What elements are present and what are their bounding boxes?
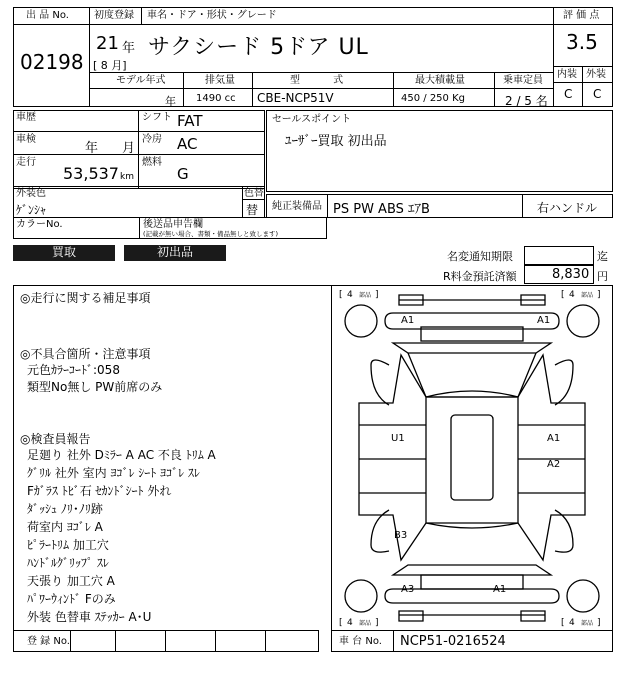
svg-text:[: [: [561, 618, 565, 628]
lot-number-label: 出 品 No.: [26, 10, 69, 21]
fuel-value: G: [177, 165, 189, 183]
capacity: 2 / 5 名: [505, 94, 548, 108]
remarks-inspector-line: 天張り 加工穴 A: [27, 574, 115, 588]
svg-text:[: [: [561, 290, 565, 300]
sales-point-label: セールスポイント: [272, 114, 352, 125]
remarks-inspector-heading: ◎検査員報告: [20, 432, 91, 446]
tire-tr-unit: 部品: [581, 292, 594, 299]
car-name: サクシード 5ドア UL: [148, 35, 369, 60]
remarks-defect-line: 元色ｶﾗｰｺｰﾄﾞ:058: [27, 363, 120, 377]
tire-br-unit: 部品: [581, 620, 594, 627]
grade-score: 3.5: [566, 30, 598, 54]
transfer-deadline-unit: 迄: [597, 250, 608, 263]
exterior-label: 外装: [586, 69, 606, 80]
remarks-inspector-line: ﾊﾝﾄﾞﾙｸﾞﾘｯﾌﾟ ｽﾚ: [27, 556, 109, 570]
remarks-mileage-heading: ◎走行に関する補足事項: [20, 291, 151, 305]
mark-left-door: U1: [391, 433, 405, 444]
mark-right-door-front: A1: [547, 433, 561, 444]
tire-tl-label: [: [339, 290, 343, 300]
remarks-defects-heading: ◎不具合箇所・注意事項: [20, 347, 151, 361]
mark-rear-bumper-left: A3: [401, 584, 415, 595]
mark-left-rear-fender: B3: [394, 530, 408, 541]
mark-front-bumper-right: A1: [537, 315, 551, 326]
remarks-defect-line: 類型No無し PW前席のみ: [27, 380, 163, 394]
recycle-fee-unit: 円: [597, 270, 608, 283]
svg-text:]: ]: [375, 290, 379, 300]
svg-text:[: [: [339, 618, 343, 628]
badge-first-listing: 初出品: [124, 245, 226, 261]
max-load-label: 最大積載量: [415, 75, 465, 86]
model-year-label: モデル年式: [116, 75, 166, 86]
inspection-year: 年: [85, 141, 99, 156]
post-sale-label: 後送品申告欄: [143, 219, 203, 230]
svg-text:]: ]: [597, 618, 601, 628]
registration-month: [ 8 月]: [93, 59, 127, 72]
tire-tl-count: 4: [347, 290, 353, 300]
recycle-fee-label: R料金預託済額: [443, 270, 517, 283]
shift-label: シフト: [142, 112, 172, 123]
mark-right-door-rear: A2: [547, 459, 561, 470]
info-left: [13, 110, 265, 189]
interior-grade: C: [564, 87, 573, 101]
tire-tr-count: 4: [569, 290, 575, 300]
remarks-inspector-line: 荷室内 ﾖｺﾞﾚ A: [27, 520, 103, 534]
ext-color-label: 外装色: [16, 188, 46, 199]
fuel-label: 燃料: [142, 157, 162, 168]
tire-br-count: 4: [569, 618, 575, 628]
remarks-inspector-line: ﾊﾟﾜｰｳｨﾝﾄﾞ Fのみ: [27, 592, 116, 606]
grade-label: 評 価 点: [563, 10, 600, 21]
repaint-label: 色替: [244, 188, 264, 199]
inspection-month: 月: [122, 141, 136, 156]
inspection-label: 車検: [16, 134, 36, 145]
history-label: 車歴: [16, 112, 36, 123]
grade-box: [553, 7, 613, 107]
remarks-inspector-line: ﾋﾟﾗｰﾄﾘﾑ 加工穴: [27, 538, 109, 552]
first-registration-label: 初度登録: [94, 10, 134, 21]
tire-bl-count: 4: [347, 618, 353, 628]
shift-value: FAT: [177, 112, 203, 130]
registration-number-label: 登 録 No.: [27, 636, 70, 647]
recycle-fee-value: 8,830: [552, 267, 590, 282]
post-sale-note: (記載が無い場合、書類・備品無しと致します): [143, 230, 279, 238]
sales-point: ﾕｰｻﾞｰ買取 初出品: [285, 134, 387, 149]
car-name-label: 車名・ドア・形状・グレード: [147, 10, 277, 21]
chassis-number-label: 車 台 No.: [339, 636, 382, 647]
capacity-label: 乗車定員: [503, 75, 543, 86]
ext-color: ｹﾞﾝｼｬ: [16, 203, 47, 217]
registration-year: 21: [96, 33, 119, 54]
badge-buyback: 買取: [13, 245, 115, 261]
interior-label: 内装: [557, 69, 577, 80]
equipment: PS PW ABS ｴｱB: [333, 202, 430, 217]
remarks-inspector-line: 足廻り 社外 Dﾐﾗｰ A AC 不良 ﾄﾘﾑ A: [27, 448, 216, 462]
exterior-grade: C: [593, 87, 602, 101]
svg-text:]: ]: [375, 618, 379, 628]
ac-label: 冷房: [142, 134, 162, 145]
repaint-value: 替: [246, 203, 259, 217]
svg-text:]: ]: [597, 290, 601, 300]
mark-front-bumper-left: A1: [401, 315, 415, 326]
mileage-unit: km: [120, 172, 134, 182]
tire-tl-unit: 部品: [359, 292, 372, 299]
remarks-inspector-line: Fｶﾞﾗｽ ﾄﾋﾞ石 ｾｶﾝﾄﾞｼｰﾄ 外れ: [27, 484, 172, 498]
model-year-unit: 年: [165, 95, 176, 108]
ac-value: AC: [177, 135, 198, 153]
displacement: 1490 cc: [196, 93, 236, 104]
handle-side: 右ハンドル: [537, 201, 598, 215]
displacement-label: 排気量: [205, 75, 235, 86]
color-no-label: カラーNo.: [16, 219, 63, 230]
mileage-label: 走行: [16, 157, 36, 168]
tire-bl-unit: 部品: [359, 620, 372, 627]
color-row: [13, 186, 265, 218]
remarks-inspector-line: ﾀﾞｯｼｭ ﾉﾘ･ﾉﾘ跡: [27, 502, 103, 516]
mark-rear-bumper-center: A1: [493, 584, 507, 595]
equipment-label: 純正装備品: [272, 201, 322, 212]
remarks-inspector-line: ｸﾞﾘﾙ 社外 室内 ﾖｺﾞﾚ ｼｰﾄ ﾖｺﾞﾚ ｽﾚ: [27, 466, 200, 480]
max-load: 450 / 250 Kg: [401, 93, 465, 104]
chassis-number: NCP51-0216524: [400, 634, 506, 649]
model-type-label: 型 式: [290, 75, 344, 86]
transfer-deadline-label: 名変通知期限: [447, 250, 513, 263]
remarks-inspector-line: 外装 色替車 ｽﾃｯｶｰ A･U: [27, 610, 152, 624]
lot-number: 02198: [20, 50, 84, 74]
mileage-value: 53,537: [63, 164, 119, 183]
car-diagram: [331, 285, 613, 631]
model-type: CBE-NCP51V: [257, 91, 334, 105]
transfer-deadline-box: [524, 246, 594, 265]
registration-year-unit: 年: [122, 41, 136, 56]
